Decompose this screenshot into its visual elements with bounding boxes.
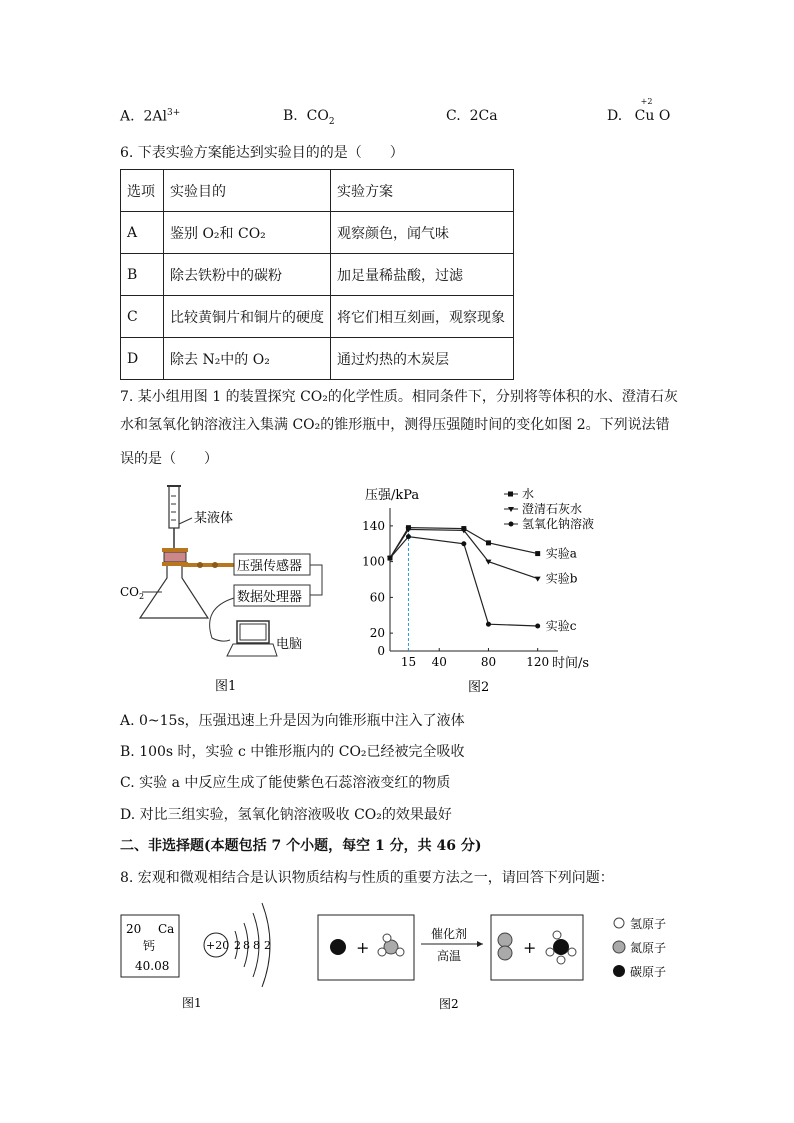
table-cell: 将它们相互刻画，观察现象 xyxy=(331,296,514,338)
table-cell: 加足量稀盐酸，过滤 xyxy=(331,254,514,296)
hydrogen-atom xyxy=(396,948,404,956)
q6-table xyxy=(120,169,514,380)
chart-legend xyxy=(504,486,594,531)
q8-fig2-caption: 图2 xyxy=(439,997,459,1011)
y-tick-label: 100 xyxy=(362,554,385,569)
q7-stem-line1: 7. 某小组用图 1 的装置探究 CO₂的化学性质。相同条件下，分别将等体积的水、澄清石灰 xyxy=(120,389,678,405)
table-row xyxy=(121,296,514,338)
fig1-caption: 图1 xyxy=(215,679,237,693)
computer-screen-inner xyxy=(240,624,266,640)
legend-nitrogen-label: 氮原子 xyxy=(630,941,667,955)
x-tick-label: 80 xyxy=(480,655,497,669)
table-header-cell: 实验目的 xyxy=(164,170,331,212)
shell-count: 8 xyxy=(243,939,250,952)
y-tick-label: 0 xyxy=(377,644,385,658)
reaction-catalyst: 催化剂 xyxy=(431,927,468,941)
tube-joint xyxy=(197,562,203,568)
legend-hydrogen-label: 氢原子 xyxy=(630,917,667,931)
stopper-band xyxy=(162,548,188,552)
data-point xyxy=(535,623,540,628)
x-tick-label: 120 xyxy=(526,655,550,669)
atomic-number: 20 xyxy=(126,922,142,936)
q7-choice-a: A. 0~15s，压强迅速上升是因为向锥形瓶中注入了液体 xyxy=(120,713,465,729)
nitrogen-atom xyxy=(498,933,512,947)
q8-fig2 xyxy=(313,905,683,1013)
rubber-stopper xyxy=(164,552,186,562)
atomic-mass: 40.08 xyxy=(135,959,170,973)
reaction-arrowhead xyxy=(477,941,483,947)
plus-sign: + xyxy=(356,938,370,957)
q7-fig1-apparatus xyxy=(112,478,342,693)
shell-count: 2 xyxy=(264,939,271,952)
chart-xlabel: 时间/s xyxy=(552,656,590,671)
table-cell: 除去 N₂中的 O₂ xyxy=(164,338,331,380)
table-row xyxy=(121,338,514,380)
legend-carbon-icon xyxy=(613,965,625,977)
table-row xyxy=(121,212,514,254)
q7-choice-d: D. 对比三组实验，氢氧化钠溶液吸收 CO₂的效果最好 xyxy=(120,807,452,823)
hydrogen-atom xyxy=(546,948,554,956)
q7-choice-c: C. 实验 a 中反应生成了能使紫色石蕊溶液变红的物质 xyxy=(120,775,451,791)
legend-marker xyxy=(508,492,513,497)
table-cell: 比较黄铜片和铜片的硬度 xyxy=(164,296,331,338)
table-header-cell: 选项 xyxy=(121,170,164,212)
table-row xyxy=(121,254,514,296)
q8-fig1-caption: 图1 xyxy=(182,996,202,1010)
table-cell: B xyxy=(121,254,164,296)
shell-count: 2 xyxy=(234,939,241,952)
q7-stem-line3: 误的是（ ） xyxy=(120,451,218,467)
section-2-heading: 二、非选择题(本题包括 7 个小题，每空 1 分，共 46 分) xyxy=(120,838,482,854)
table-cell: 除去铁粉中的碳粉 xyxy=(164,254,331,296)
q5-option-c: C. 2Ca xyxy=(446,108,498,124)
syringe-barrel xyxy=(169,486,179,528)
data-point xyxy=(406,534,411,539)
tube-joint xyxy=(212,562,218,568)
table-cell: 观察颜色，闻气味 xyxy=(331,212,514,254)
legend-label: 水 xyxy=(522,487,535,501)
element-symbol: Ca xyxy=(158,922,175,936)
series-end-label: 实验b xyxy=(545,571,578,586)
table-header-cell: 实验方案 xyxy=(331,170,514,212)
data-point xyxy=(535,577,541,582)
carbon-atom xyxy=(553,939,569,955)
shell-count: 8 xyxy=(253,939,260,952)
y-tick-label: 60 xyxy=(369,590,385,605)
legend-label: 澄清石灰水 xyxy=(522,502,583,516)
legend-carbon-label: 碳原子 xyxy=(630,965,667,979)
hydrogen-atom xyxy=(557,956,565,964)
element-name: 钙 xyxy=(143,939,156,953)
y-tick-label: 20 xyxy=(369,626,385,641)
carbon-atom xyxy=(330,939,346,955)
liquid-pointer xyxy=(179,518,192,524)
table-cell: D xyxy=(121,338,164,380)
series-end-label: 实验a xyxy=(545,546,577,561)
legend-label: 氢氧化钠溶液 xyxy=(522,517,595,531)
sensor-cable xyxy=(310,565,322,595)
q7-stem-line2: 水和氢氧化钠溶液注入集满 CO₂的锥形瓶中，测得压强随时间的变化如图 2。下列说法错 xyxy=(120,417,670,433)
co2-label: $CO_2$ xyxy=(120,585,145,601)
q6-stem: 6. 下表实验方案能达到实验目的的是（ ） xyxy=(120,145,404,161)
data-processor-label: 数据处理器 xyxy=(237,590,303,605)
legend-hydrogen-icon xyxy=(614,918,624,928)
table-header-row xyxy=(121,170,514,212)
chart-series xyxy=(387,525,578,633)
data-point xyxy=(486,540,491,545)
data-point xyxy=(461,541,466,546)
legend-marker xyxy=(509,522,514,527)
hydrogen-atom xyxy=(378,948,386,956)
reaction-condition: 高温 xyxy=(437,949,462,963)
data-point xyxy=(535,551,540,556)
table-cell: 鉴别 O₂和 CO₂ xyxy=(164,212,331,254)
q5-option-a: A. $2Al^{3+}$ xyxy=(120,108,181,125)
data-point xyxy=(486,622,491,627)
data-point xyxy=(388,556,393,561)
table-cell: 通过灼热的木炭层 xyxy=(331,338,514,380)
table-cell: A xyxy=(121,212,164,254)
q7-choice-b: B. 100s 时，实验 c 中锥形瓶内的 CO₂已经被完全吸收 xyxy=(120,744,465,760)
x-tick-label: 15 xyxy=(400,655,417,669)
hydrogen-atom xyxy=(568,948,576,956)
series-end-label: 实验c xyxy=(545,618,577,633)
nucleus-charge: +20 xyxy=(206,939,230,952)
chart-axes xyxy=(362,508,558,669)
x-tick-label: 40 xyxy=(431,655,447,669)
pressure-sensor-label: 压强传感器 xyxy=(237,559,303,574)
q5-option-b: B. $CO_2$ xyxy=(283,108,335,127)
computer-label: 电脑 xyxy=(276,637,303,652)
hydrogen-atom xyxy=(553,931,561,939)
chart-caption: 图2 xyxy=(468,680,490,695)
table-cell: C xyxy=(121,296,164,338)
nitrogen-atom xyxy=(498,946,512,960)
hydrogen-atom xyxy=(383,934,391,942)
chart-ylabel: 压强/kPa xyxy=(365,488,420,503)
y-tick-label: 140 xyxy=(362,518,385,533)
q8-fig1 xyxy=(118,895,288,1013)
computer-keyboard xyxy=(227,644,277,656)
q8-stem: 8. 宏观和微观相结合是认识物质结构与性质的重要方法之一，请回答下列问题： xyxy=(120,870,614,886)
computer-cable xyxy=(210,598,234,641)
plus-sign: + xyxy=(523,938,537,957)
series-line xyxy=(390,537,538,626)
liquid-label: 某液体 xyxy=(194,511,234,526)
q7-fig2-pressure-chart xyxy=(362,480,622,695)
q5-option-d: D. +2 Cu O xyxy=(607,97,671,124)
legend-nitrogen-icon xyxy=(613,941,625,953)
